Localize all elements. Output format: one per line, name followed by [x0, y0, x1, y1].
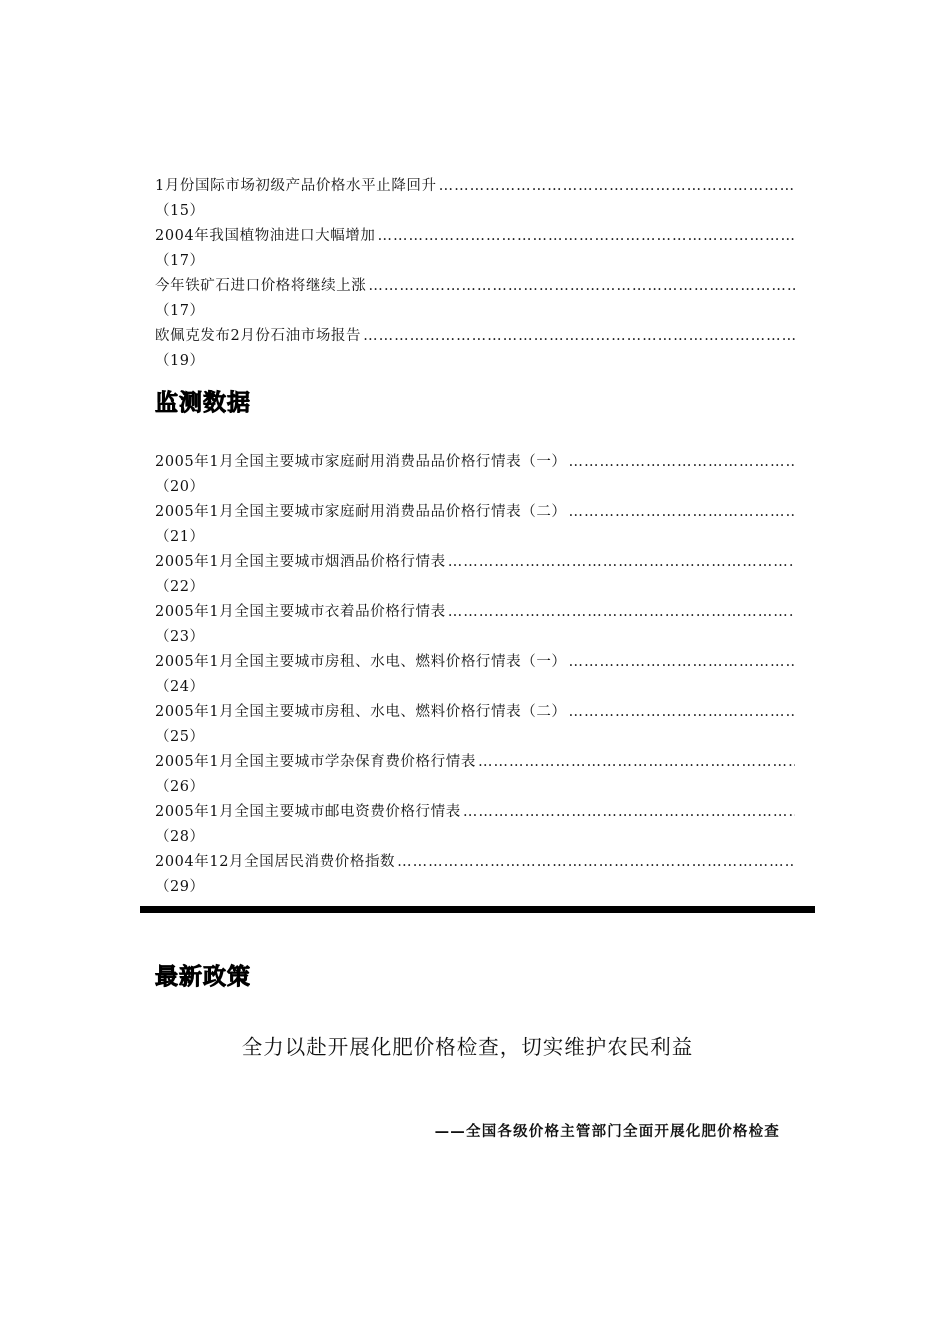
toc-entry-page: （17）	[155, 253, 205, 269]
toc-entry-title: 2005年1月全国主要城市房租、水电、燃料价格行情表（二）	[155, 704, 567, 720]
toc-dot-leader	[569, 650, 795, 675]
toc-entry[interactable]	[155, 174, 795, 224]
section-heading-monitoring: 监测数据	[155, 390, 251, 416]
toc-entry[interactable]	[155, 600, 795, 650]
toc-list-international	[155, 174, 795, 374]
toc-entry-page: （21）	[155, 529, 205, 545]
toc-entry-page: （29）	[155, 879, 205, 895]
toc-entry[interactable]	[155, 550, 795, 600]
toc-entry-title: 2005年1月全国主要城市学杂保育费价格行情表	[155, 754, 476, 770]
toc-entry[interactable]	[155, 324, 795, 374]
toc-entry-title: 2004年12月全国居民消费价格指数	[155, 854, 396, 870]
toc-dot-leader	[448, 550, 795, 575]
toc-entry-title: 1月份国际市场初级产品价格水平止降回升	[155, 178, 437, 194]
toc-dot-leader	[397, 850, 795, 875]
section-divider	[140, 906, 815, 913]
toc-dot-leader	[478, 750, 795, 775]
section-heading-policy: 最新政策	[155, 964, 251, 990]
toc-entry-title: 2005年1月全国主要城市家庭耐用消费品品价格行情表（二）	[155, 504, 567, 520]
toc-entry-title: 今年铁矿石进口价格将继续上涨	[155, 278, 367, 294]
article-title: 全力以赴开展化肥价格检查，切实维护农民利益	[241, 1035, 694, 1059]
toc-entry[interactable]	[155, 800, 795, 850]
toc-dot-leader	[569, 700, 795, 725]
toc-entry-title: 欧佩克发布2月份石油市场报告	[155, 328, 362, 344]
toc-entry-page: （19）	[155, 353, 205, 369]
toc-entry-page: （28）	[155, 829, 205, 845]
toc-entry-title: 2005年1月全国主要城市房租、水电、燃料价格行情表（一）	[155, 654, 567, 670]
toc-entry-page: （24）	[155, 679, 205, 695]
article-subtitle: ——全国各级价格主管部门全面开展化肥价格检查	[434, 1124, 780, 1140]
toc-entry[interactable]	[155, 700, 795, 750]
toc-dot-leader	[378, 224, 795, 249]
toc-entry-page: （20）	[155, 479, 205, 495]
toc-dot-leader	[363, 324, 795, 349]
toc-entry-page: （26）	[155, 779, 205, 795]
toc-entry[interactable]	[155, 274, 795, 324]
toc-entry-title: 2004年我国植物油进口大幅增加	[155, 228, 376, 244]
toc-entry[interactable]	[155, 750, 795, 800]
toc-entry-title: 2005年1月全国主要城市衣着品价格行情表	[155, 604, 446, 620]
toc-entry-page: （17）	[155, 303, 205, 319]
toc-entry[interactable]	[155, 850, 795, 900]
toc-entry[interactable]	[155, 224, 795, 274]
toc-list-monitoring	[155, 450, 795, 900]
toc-dot-leader	[368, 274, 795, 299]
toc-entry-page: （25）	[155, 729, 205, 745]
toc-dot-leader	[439, 174, 795, 199]
toc-entry[interactable]	[155, 500, 795, 550]
toc-entry[interactable]	[155, 450, 795, 500]
toc-dot-leader	[463, 800, 795, 825]
toc-dot-leader	[448, 600, 795, 625]
toc-entry-title: 2005年1月全国主要城市家庭耐用消费品品价格行情表（一）	[155, 454, 567, 470]
toc-entry[interactable]	[155, 650, 795, 700]
toc-dot-leader	[569, 450, 795, 475]
toc-entry-page: （23）	[155, 629, 205, 645]
toc-dot-leader	[569, 500, 795, 525]
toc-entry-page: （22）	[155, 579, 205, 595]
toc-entry-title: 2005年1月全国主要城市邮电资费价格行情表	[155, 804, 461, 820]
toc-entry-page: （15）	[155, 203, 205, 219]
toc-entry-title: 2005年1月全国主要城市烟酒品价格行情表	[155, 554, 446, 570]
